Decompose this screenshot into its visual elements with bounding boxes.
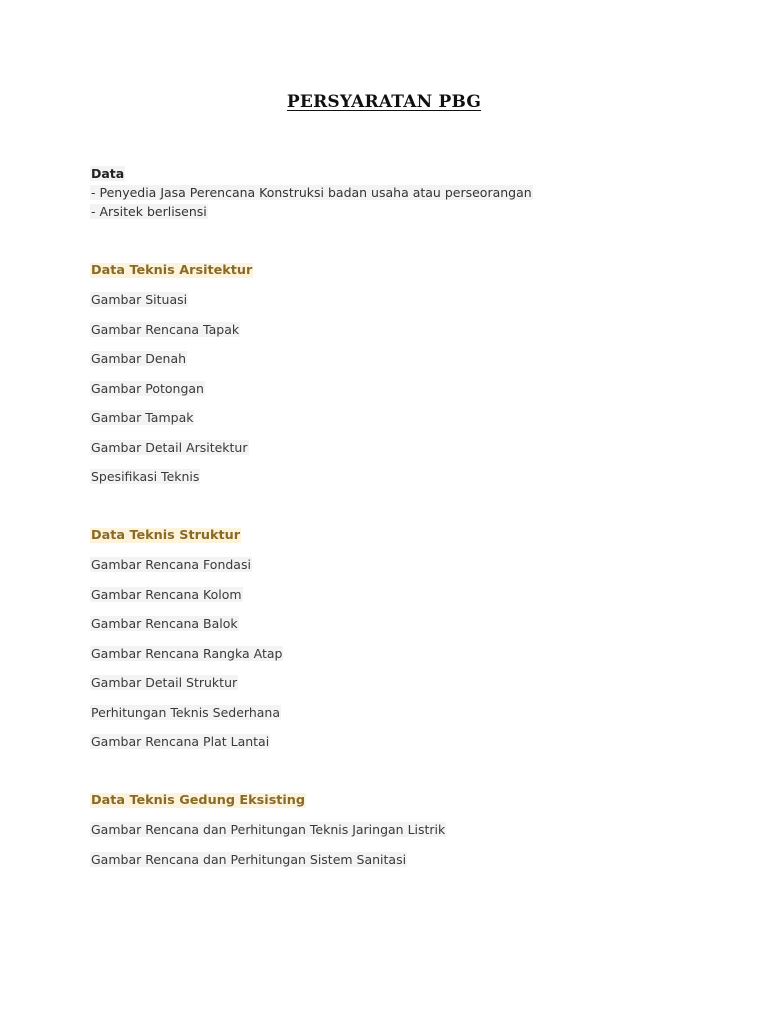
- section-heading: [90, 261, 708, 281]
- list-item: [90, 555, 708, 585]
- intro-line: - Arsitek berlisensi: [91, 204, 207, 219]
- list-item: [90, 379, 708, 409]
- list-item-text: Gambar Potongan: [91, 380, 204, 396]
- list-item-text: Gambar Rencana Fondasi: [91, 557, 251, 572]
- section-heading-text: Data Teknis Struktur: [91, 528, 241, 543]
- list-item: [90, 467, 708, 497]
- section-heading: [90, 791, 708, 811]
- list-item-text: Gambar Detail Struktur: [91, 675, 238, 690]
- section-heading: [90, 526, 708, 546]
- section-heading-text: Data Teknis Gedung Eksisting: [91, 793, 306, 808]
- list-item-text: Gambar Rencana Plat Lantai: [91, 734, 270, 749]
- list-item: [90, 644, 708, 674]
- section-struktur: [90, 526, 708, 762]
- list-item-text: Gambar Denah: [91, 351, 187, 366]
- list-item: [90, 820, 708, 850]
- section-heading-text: Data Teknis Arsitektur: [91, 263, 253, 278]
- intro-label: Data: [91, 166, 125, 181]
- intro-line: - Penyedia Jasa Perencana Konstruksi badan usaha atau perseorangan: [91, 185, 532, 200]
- section-items: [90, 555, 708, 762]
- page-title: PERSYARATAN PBG: [286, 92, 482, 112]
- list-item-text: Gambar Rencana dan Perhitungan Teknis Jaringan Listrik: [91, 822, 446, 837]
- list-item: [90, 320, 708, 350]
- list-item: [90, 673, 708, 703]
- list-item: [90, 732, 708, 762]
- list-item: [90, 703, 708, 733]
- list-item: [90, 614, 708, 644]
- list-item: [90, 438, 708, 468]
- list-item: [90, 408, 708, 438]
- section-items: [90, 290, 708, 497]
- intro-block: [90, 164, 708, 221]
- list-item-text: Gambar Rencana Balok: [91, 616, 238, 631]
- section-arsitektur: [90, 261, 708, 497]
- list-item-text: Gambar Rencana Rangka Atap: [91, 645, 283, 661]
- section-gedung-eksisting: [90, 791, 708, 879]
- list-item: [90, 585, 708, 615]
- list-item-text: Spesifikasi Teknis: [91, 469, 200, 484]
- list-item-text: Gambar Rencana dan Perhitungan Sistem Sanitasi: [91, 851, 407, 867]
- list-item: [90, 850, 708, 880]
- list-item-text: Gambar Rencana Kolom: [91, 586, 242, 602]
- list-item-text: Perhitungan Teknis Sederhana: [91, 704, 280, 720]
- list-item-text: Gambar Detail Arsitektur: [91, 439, 248, 455]
- list-item: [90, 349, 708, 379]
- list-item-text: Gambar Tampak: [91, 410, 194, 425]
- section-items: [90, 820, 708, 879]
- list-item-text: Gambar Rencana Tapak: [91, 321, 240, 337]
- list-item-text: Gambar Situasi: [91, 292, 188, 307]
- list-item: [90, 290, 708, 320]
